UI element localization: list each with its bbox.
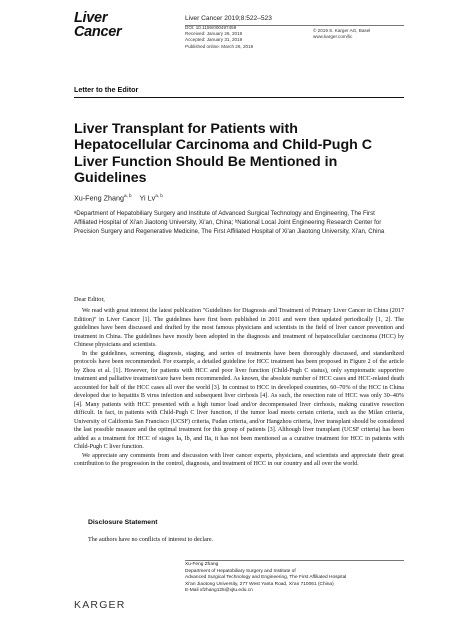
correspondence — [185, 562, 415, 595]
author-name: Yi Lv — [139, 193, 156, 203]
author-list — [74, 193, 163, 202]
author-affiliation-marks: a, b — [155, 193, 163, 198]
correspondence-email[interactable]: E-Mail xfzhang125@xjtu.edu.cn — [185, 588, 253, 593]
journal-website[interactable]: www.karger.com/lic — [313, 34, 353, 40]
correspondence-line: Advanced Surgical Technology and Engineering, The First Affiliated Hospital — [185, 575, 347, 580]
body-paragraph: We appreciate any comments from and discussion with liver cancer experts, physicians, and scientists and appreciate their great contribution to the progression in the control, diagnosis, and treatment of HCC in our country and all over the world. — [74, 452, 404, 467]
logo-line1: Liver — [74, 10, 108, 26]
doi[interactable]: DOI: 10.1159/000497459 — [185, 25, 237, 30]
footer-divider — [185, 560, 404, 561]
author-affiliation-marks: a, b — [123, 193, 132, 198]
author-name: Xu-Feng Zhang — [74, 193, 124, 203]
body-paragraph: We read with great interest the latest publication "Guidelines for Diagnosis and Treatment of Primary Liver Cancer in China (2017 Edition)" in Liver Cancer [1]. The guidelines have first been published in 2011 and were then updated periodically [1, 2]. The guidelines have been discussed and drafted by the most famous physicians and scientists in the field of liver cancer prevention and treatment in China. The guidelines have mostly been adopted in the diagnosis and treatment of hepatocellular carcinoma (HCC) by Chinese physicians and scientists. — [74, 308, 404, 348]
disclosure-heading: Disclosure Statement — [88, 519, 158, 526]
section-label: Letter to the Editor — [74, 85, 139, 94]
letter-body — [74, 307, 404, 469]
header-divider — [185, 25, 404, 26]
disclosure-text: The authors have no conflicts of interest to declare. — [88, 537, 214, 543]
publisher-logo: KARGER — [74, 599, 126, 611]
affiliations: ᵃDepartment of Hepatobiliary Surgery and Institute of Advanced Surgical Technology and Engineering, The First Affiliated Hospital of Xi'an Jiaotong University, Xi'an, China; ᵇNational Local Joint Engineering Research Center for Precision Surgery and Regenerative Medicine, The First Affiliated Hospital of Xi'an Jiaotong University, Xi'an, China — [74, 210, 385, 235]
published-date: Published online: March 26, 2019 — [185, 43, 254, 49]
copyright-info — [313, 28, 423, 40]
copyright: © 2019 S. Karger AG, Basel — [313, 28, 371, 33]
accepted-date: Accepted: January 31, 2019 — [185, 37, 243, 43]
journal-logo — [74, 11, 154, 39]
received-date: Received: January 26, 2019 — [185, 31, 243, 37]
salutation: Dear Editor, — [74, 296, 105, 303]
article-title: Liver Transplant for Patients with Hepatocellular Carcinoma and Child-Pugh C Liver Function Should Be Mentioned in Guidelines — [74, 121, 372, 187]
correspondence-line: Department of Hepatobiliary Surgery and Institute of — [185, 568, 296, 574]
journal-ref: Liver Cancer 2019;8:522–523 — [185, 15, 272, 22]
body-paragraph: In the guidelines, screening, diagnosis, staging, and series of treatments have been thoroughly discussed, and standardized protocols have been recommended. For example, a detailed guideline for HCC treatment has been proposed in Figure 2 of the article by Zhou et al. [1]. However, for patients with HCC and poor liver function (Child-Pugh C status), only symptomatic supportive treatment and palliative treatment/care have been recommended. As known, the absolute number of HCC cases and HCC-related death accounted for half of the HCC cases all over the world [3]. In contrast to HCC in developed countries, 60–70% of the HCC in China developed due to hepatitis B virus infection and subsequent liver cirrhosis [4]. As such, the resection rate of HCC was only 30–40% [4]. Many patients with HCC presented with a high tumor load and/or decompensated liver cirrhosis, making curative resection difficult. In fact, in patients with Child-Pugh C liver function, if the tumor load meets certain criteria, such as the Milan criteria, University of California San Francisco (UCSF) criteria, Fudan criteria, and/or Hangzhou criteria, liver transplant should be considered the last possible measure and the optimal treatment for this group of patients [3]. Although liver transplant (UCSF criteria) has been added as a treatment for HCC of stages Ia, Ib, and IIa, it has not been mentioned as a curative treatment for HCC in patients with Child-Pugh C liver function. — [74, 350, 404, 450]
article-info — [185, 14, 315, 50]
correspondence-name: Xu-Feng Zhang — [185, 562, 219, 567]
correspondence-line: Xi'an Jiaotong University, 277 West Yanta Road, Xi'an 710061 (China) — [185, 581, 334, 587]
section-divider — [74, 97, 404, 98]
logo-line2: Cancer — [74, 24, 122, 40]
